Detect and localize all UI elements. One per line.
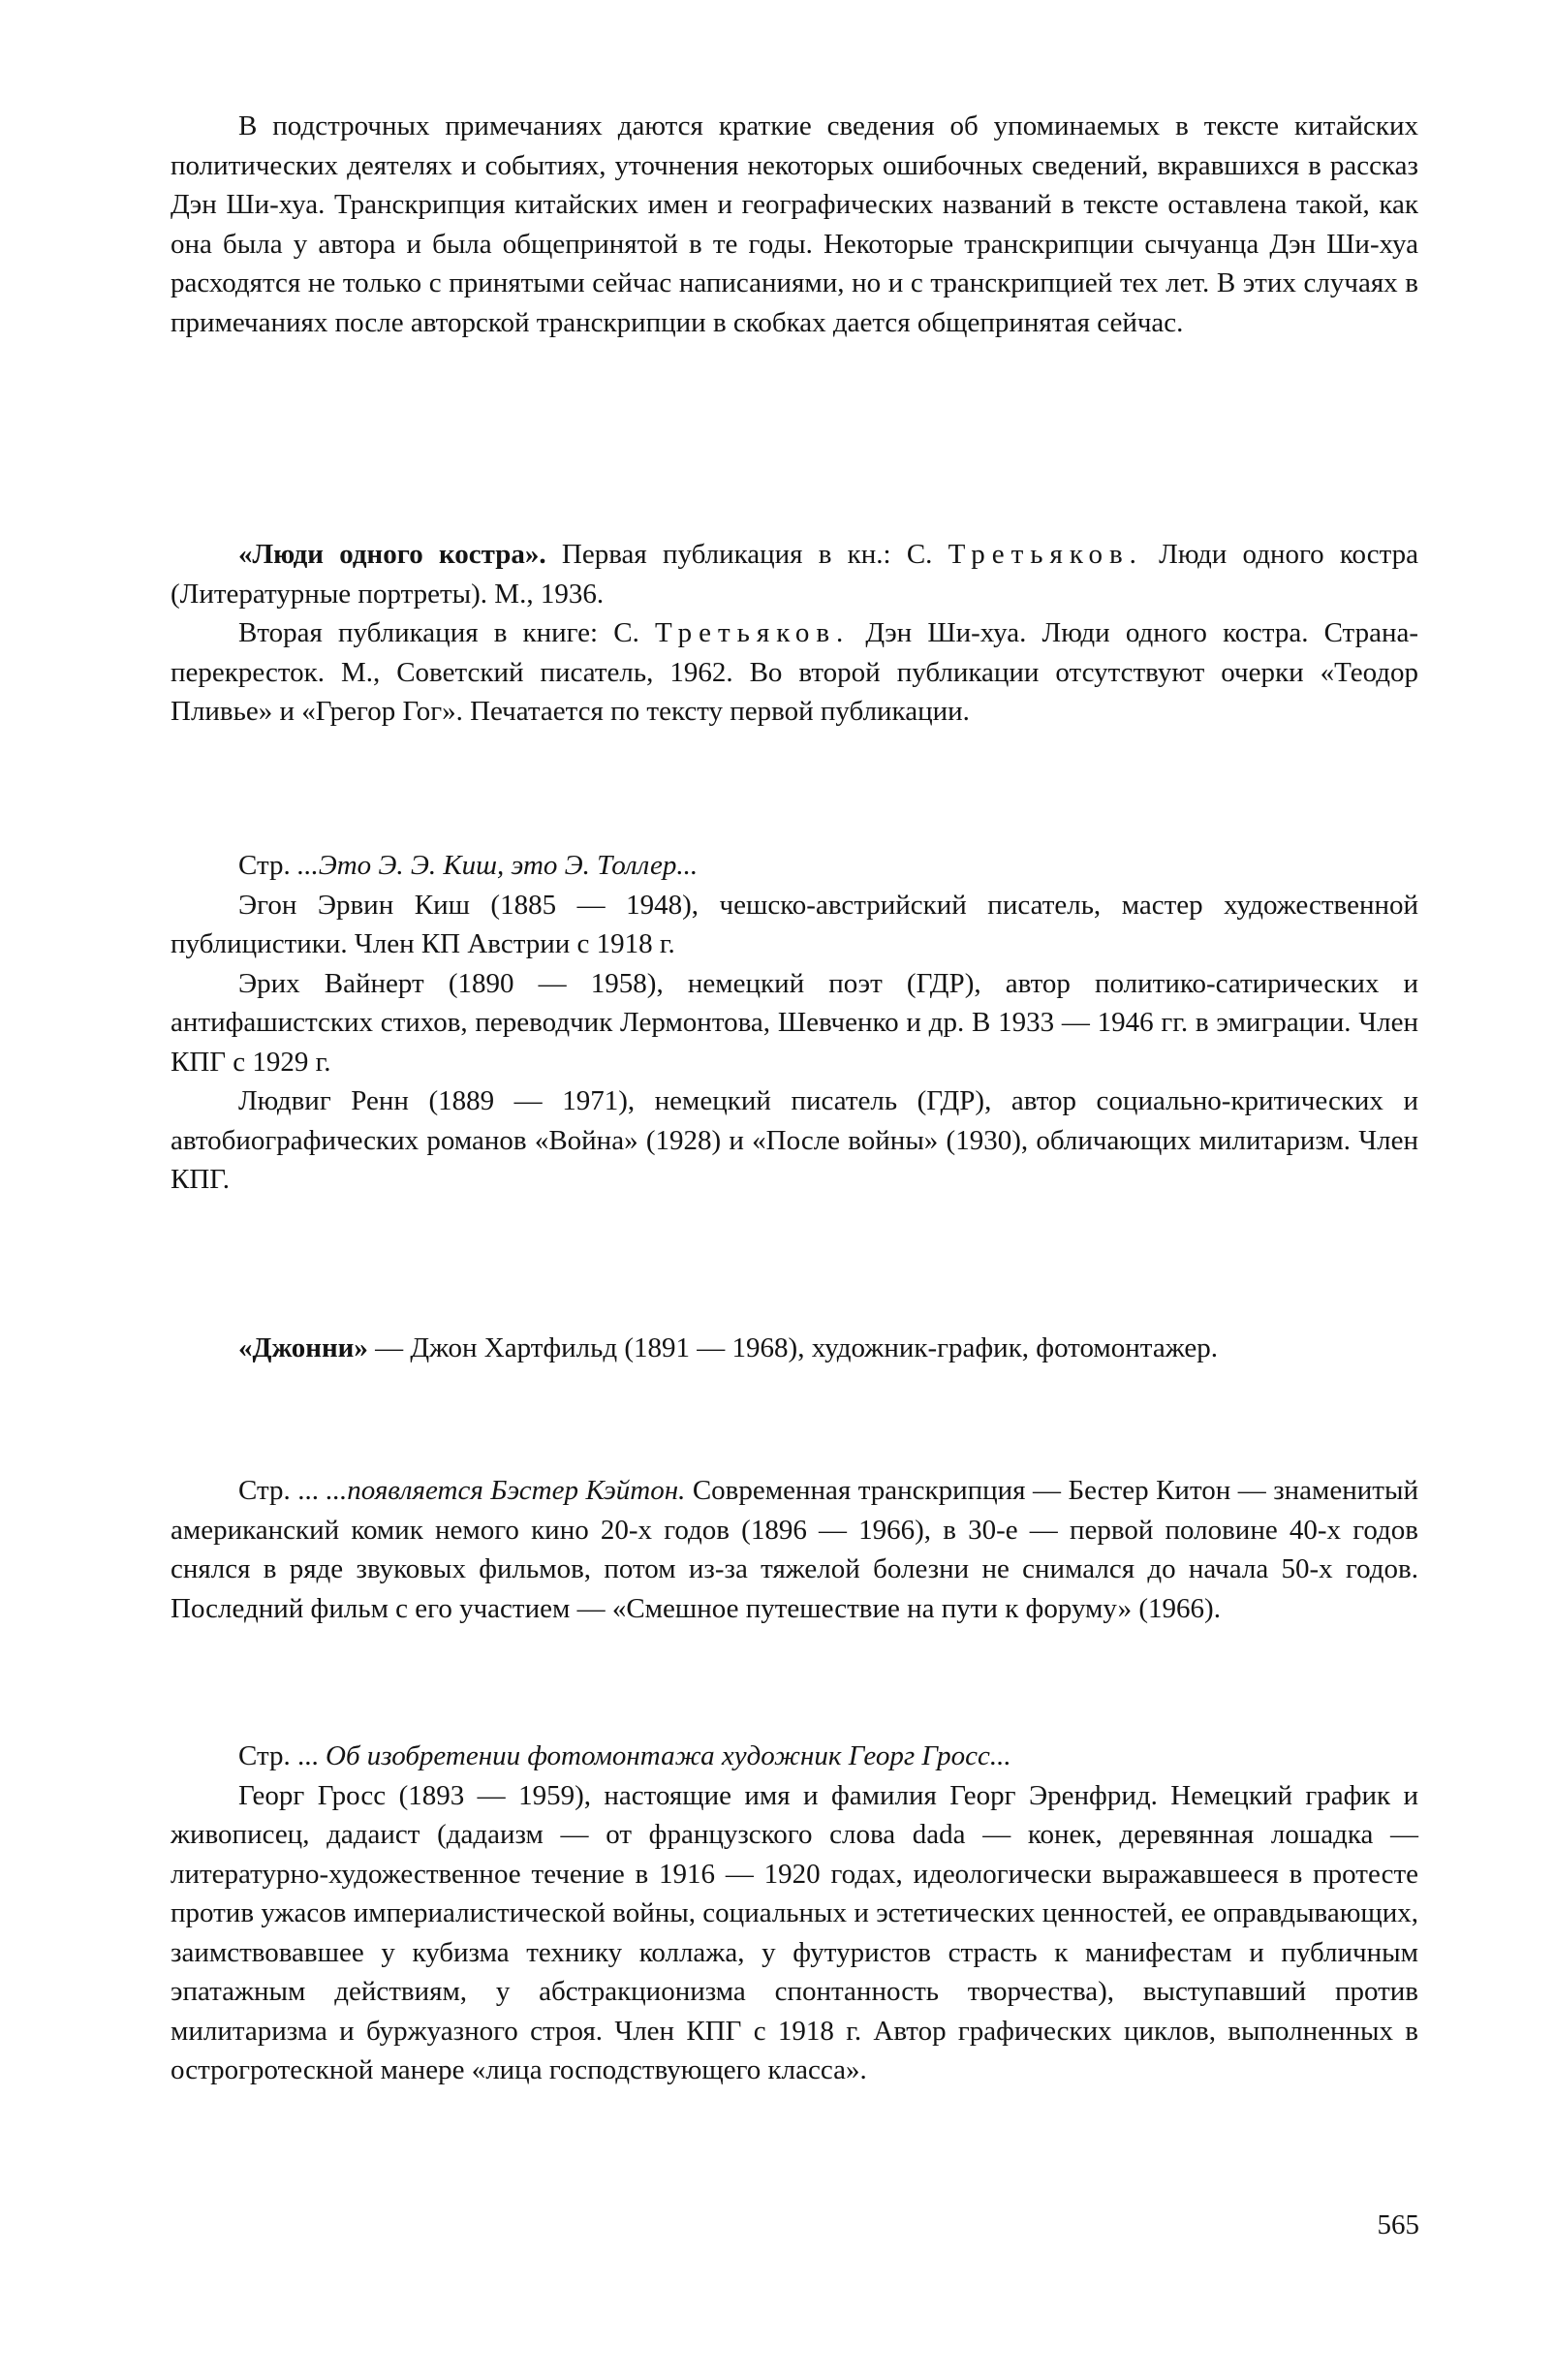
- page-number: 565: [1377, 2209, 1419, 2240]
- section-people-p1-author: Третьяков.: [948, 539, 1143, 570]
- section-people-p2-after: Дэн Ши-хуа. Люди одного костра. Страна-перекресток. М., Советский писатель, 1962. Во второй публикации отсутствуют очерки «Теодор Пливье» и «Грегор Гог». Печатается по тексту первой публикации.: [171, 617, 1418, 727]
- note-grosz-paragraph: Георг Гросс (1893 — 1959), настоящие имя и фамилия Георг Эренфрид. Немецкий график и живописец, дадаист (дадаизм — от французского слова dada — конек, деревянная лошадка — литературно-художественное течение в 1916 — 1920 годах, идеологически выражавшееся в протесте против ужасов империалистической войны, социальных и эстетических ценностей, ее оправдывающих, заимствовавшее у кубизма технику коллажа, у футуристов страсть к манифестам и публичным эпатажным действиям, у абстракционизма спонтанность творчества), выступавший против милитаризма и буржуазного строя. Член КПГ с 1918 г. Автор графических циклов, выполненных в острогротескной манере «лица господствующего класса».: [171, 1779, 1418, 2085]
- intro-block: [171, 107, 1418, 342]
- note-keaton-text: Современная транскрипция — Бестер Китон — знаменитый американский комик немого кино 20-х годов (1896 — 1966), в 30-е — первой половине 40-х годов снялся в ряде звуковых фильмов, потом из-за тяжелой болезни не снимался до начала 50-х годов. Последний фильм с его участием — «Смешное путешествие на пути к форуму» (1966).: [171, 1475, 1418, 1624]
- section-people-title: «Люди одного костра».: [238, 539, 546, 570]
- note-kisch-block: [171, 846, 1418, 1200]
- section-people-p2-author: Третьяков.: [655, 617, 851, 648]
- note-kisch-paragraph-3: Людвиг Ренн (1889 — 1971), немецкий писатель (ГДР), автор социально-критических и автобиографических романов «Война» (1928) и «После войны» (1930), обличающих милитаризм. Член КПГ.: [171, 1085, 1418, 1195]
- section-people-block: [171, 535, 1418, 732]
- section-people-p1-after: Люди одного костра (Литературные портреты). М., 1936.: [171, 539, 1418, 610]
- section-people-paragraph-1: [171, 535, 1418, 613]
- intro-paragraph: В подстрочных примечаниях даются краткие сведения об упоминаемых в тексте китайских политических деятелях и событиях, уточнения некоторых ошибочных сведений, вкравшихся в рассказ Дэн Ши-хуа. Транскрипция китайских имен и географических названий в тексте оставлена такой, как она была у автора и была общепринятой в те годы. Некоторые транскрипции сычуанца Дэн Ши-хуа расходятся не только с принятыми сейчас написаниями, но и с транскрипцией тех лет. В этих случаях в примечаниях после авторской транскрипции в скобках дается общепринятая сейчас.: [171, 110, 1418, 338]
- section-people-paragraph-2: [171, 613, 1418, 732]
- section-johnny-title: «Джонни»: [238, 1332, 368, 1363]
- note-keaton-ref: Стр. ...: [238, 1475, 326, 1506]
- note-kisch-ref: Стр.: [238, 850, 297, 881]
- note-keaton-paragraph: [171, 1471, 1418, 1628]
- section-people-p1-before: Первая публикация в кн.: С.: [545, 539, 948, 570]
- note-grosz-block: [171, 1737, 1418, 2090]
- section-johnny-paragraph: [171, 1329, 1418, 1368]
- section-johnny-block: [171, 1329, 1418, 1368]
- note-kisch-heading: [171, 846, 1418, 886]
- note-kisch-paragraph-2: Эрих Вайнерт (1890 — 1958), немецкий поэт (ГДР), автор политико-сатирических и антифашистских стихов, переводчик Лермонтова, Шевченко и др. В 1933 — 1946 гг. в эмиграции. Член КПГ с 1929 г.: [171, 967, 1418, 1078]
- section-johnny-text: — Джон Хартфильд (1891 — 1968), художник-график, фотомонтажер.: [367, 1332, 1218, 1363]
- note-grosz-quote: Об изобретении фотомонтажа художник Георг Гросс...: [326, 1740, 1011, 1771]
- note-grosz-heading: [171, 1737, 1418, 1776]
- note-grosz-ref: Стр. ...: [238, 1740, 326, 1771]
- note-kisch-paragraph-1: Эгон Эрвин Киш (1885 — 1948), чешско-австрийский писатель, мастер художественной публицистики. Член КП Австрии с 1918 г.: [171, 889, 1418, 959]
- note-keaton-quote: ...появляется Бэстер Кэйтон.: [326, 1475, 686, 1506]
- note-kisch-quote: ...Это Э. Э. Киш, это Э. Толлер...: [297, 850, 699, 881]
- section-people-p2-before: Вторая публикация в книге: С.: [238, 617, 655, 648]
- note-keaton-block: [171, 1471, 1418, 1628]
